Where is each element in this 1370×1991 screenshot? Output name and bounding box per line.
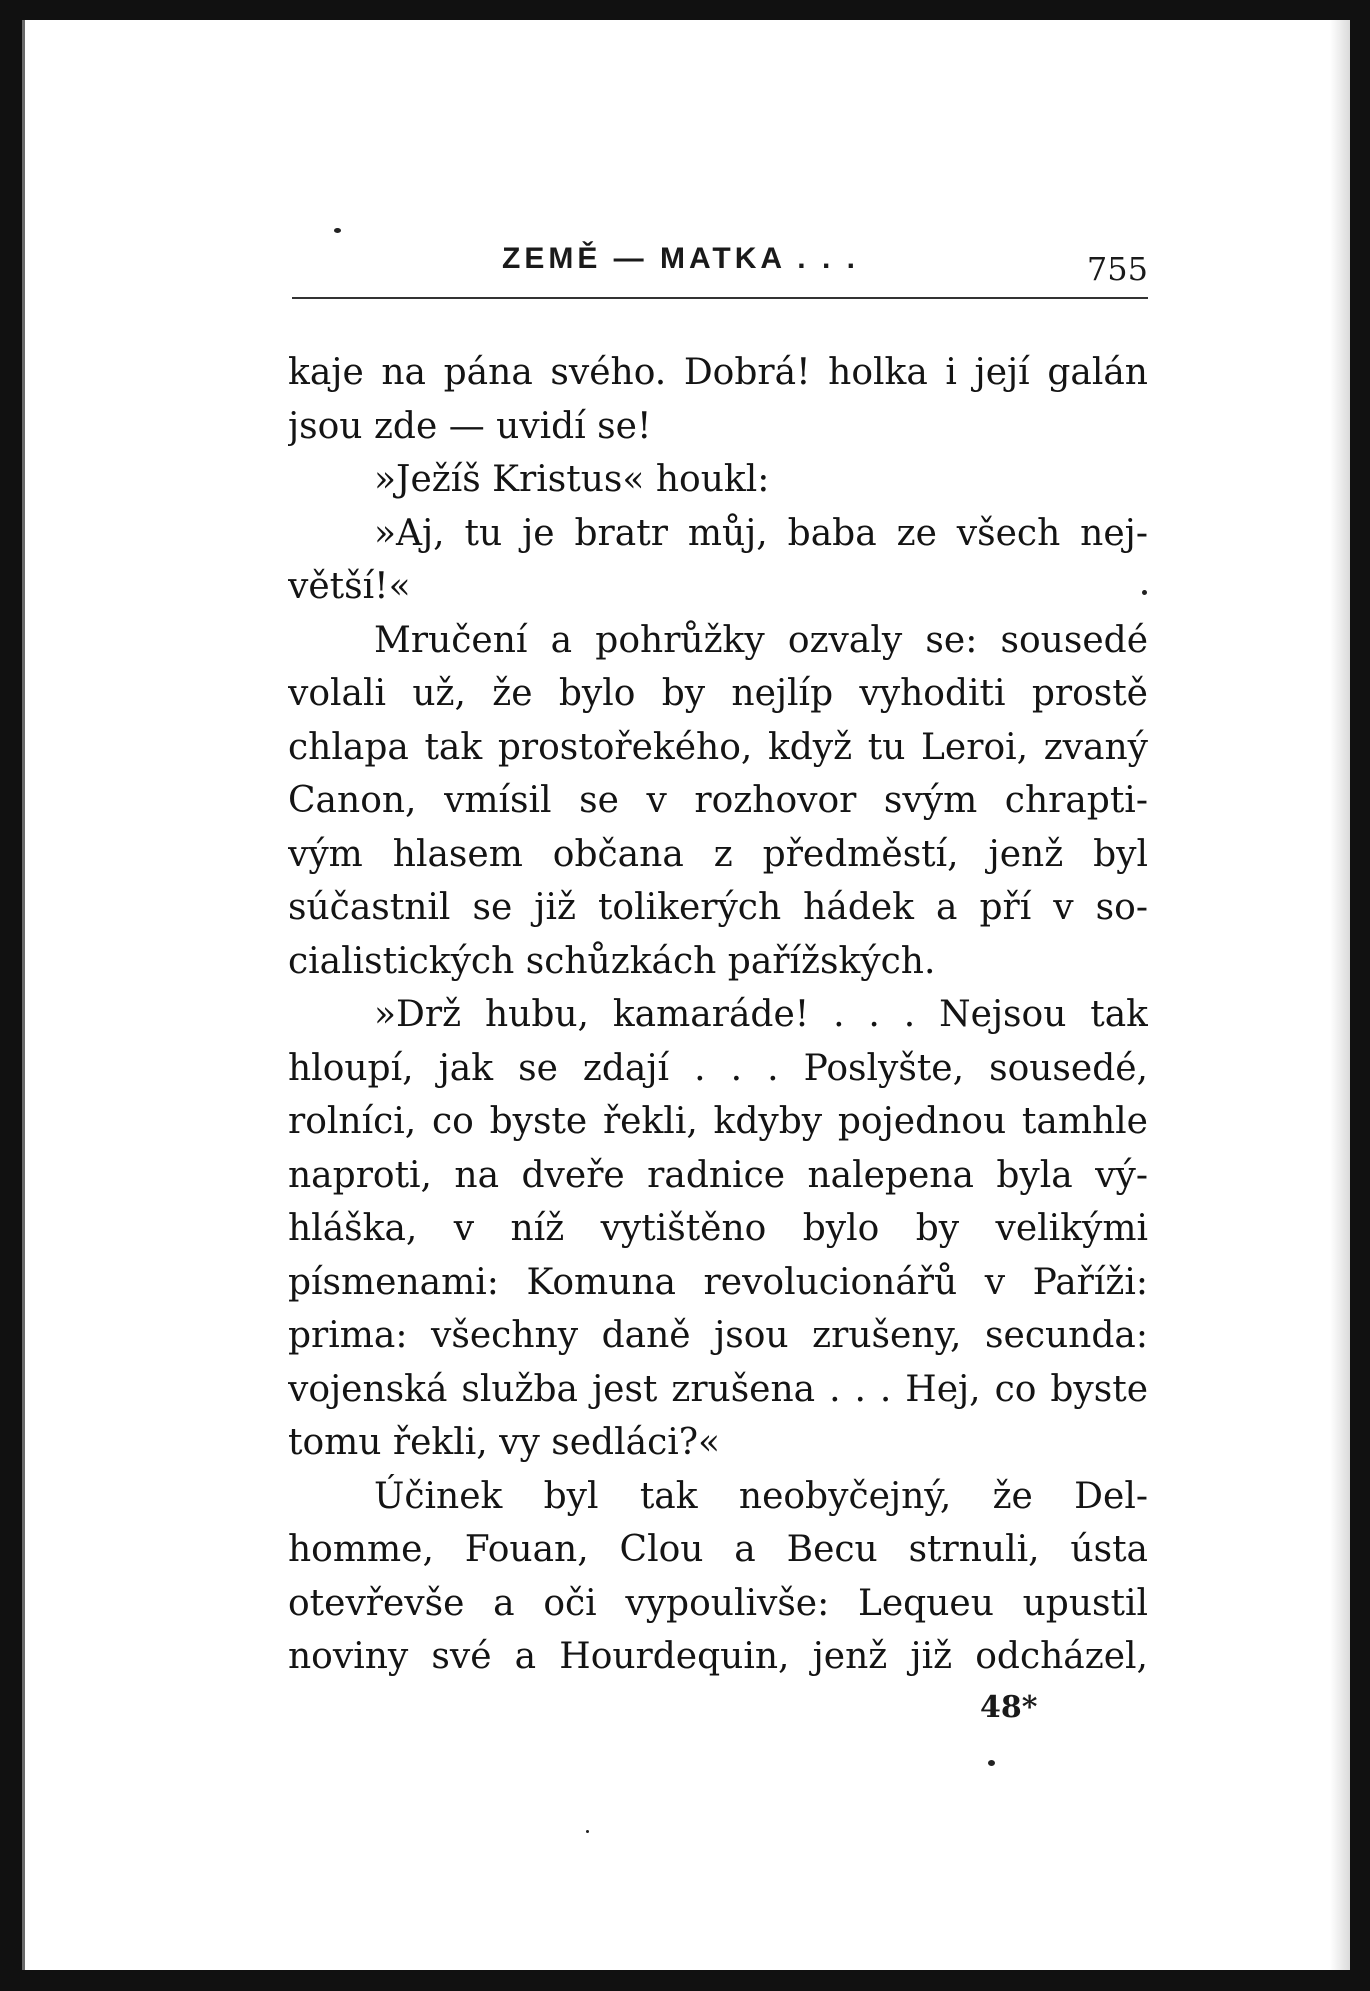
text-line: hloupí, jak se zdají . . . Poslyšte, sousedé, bbox=[288, 1047, 1148, 1089]
text-line: Canon, vmísil se v rozhovor svým chrapti- bbox=[288, 780, 1148, 821]
ink-speck bbox=[988, 1760, 995, 1766]
text-line: súčastnil se již tolikerých hádek a pří v so- bbox=[288, 887, 1148, 928]
page-number: 755 bbox=[1086, 250, 1148, 288]
scan-border-left bbox=[0, 0, 22, 1991]
text-line: rolníci, co byste řekli, kdyby pojednou tamhle bbox=[288, 1101, 1148, 1142]
text-line: Účinek byl tak neobyčejný, že Del- bbox=[374, 1475, 1148, 1517]
text-line: noviny své a Hourdequin, jenž již odcházel, bbox=[288, 1636, 1148, 1677]
text-line: chlapa tak prostořekého, když tu Leroi, zvaný bbox=[288, 726, 1148, 768]
text-line: písmenami: Komuna revolucionářů v Paříži: bbox=[288, 1261, 1148, 1303]
text-line: »Ježíš Kristus« houkl: bbox=[374, 459, 770, 500]
text-line: volali už, že bylo by nejlíp vyhoditi prostě bbox=[288, 673, 1148, 714]
scan-border-right bbox=[1350, 0, 1370, 1991]
text-line: větší!« bbox=[288, 566, 411, 607]
text-line: »Aj, tu je bratr můj, baba ze všech nej- bbox=[374, 512, 1148, 554]
page-header bbox=[290, 240, 1148, 300]
scan-border-bottom bbox=[0, 1970, 1370, 1991]
scan-border-left-inner bbox=[22, 20, 25, 1970]
text-line: kaje na pána svého. Dobrá! holka i její galán bbox=[288, 352, 1148, 393]
ink-speck bbox=[586, 1830, 589, 1833]
text-line: »Drž hubu, kamaráde! . . . Nejsou tak bbox=[374, 994, 1148, 1035]
text-line: jsou zde — uvidí se! bbox=[288, 405, 652, 447]
ink-speck bbox=[334, 228, 341, 233]
signature-mark: 48* bbox=[980, 1690, 1038, 1725]
text-line: tomu řekli, vy sedláci?« bbox=[288, 1422, 721, 1463]
text-line: Mručení a pohrůžky ozvaly se: sousedé bbox=[374, 619, 1148, 661]
text-line: prima: všechny daně jsou zrušeny, secunda: bbox=[288, 1315, 1148, 1356]
scan-border-top bbox=[0, 0, 1370, 20]
text-line: hláška, v níž vytištěno bylo by velikými bbox=[288, 1208, 1148, 1249]
text-line: vojenská služba jest zrušena . . . Hej, co byste bbox=[288, 1368, 1148, 1410]
text-line: homme, Fouan, Clou a Becu strnuli, ústa bbox=[288, 1529, 1148, 1570]
header-rule bbox=[292, 297, 1148, 299]
scan-shadow-right bbox=[1330, 20, 1350, 1970]
body-text bbox=[288, 346, 1148, 1684]
text-line: otevřevše a oči vypoulivše: Lequeu upustil bbox=[288, 1582, 1148, 1624]
text-line: cialistických schůzkách pařížských. bbox=[288, 940, 936, 982]
text-line: vým hlasem občana z předměstí, jenž byl bbox=[288, 833, 1148, 875]
running-title: ZEMĚ — MATKA . . . bbox=[502, 242, 859, 275]
text-line: naproti, na dveře radnice nalepena byla vý- bbox=[288, 1154, 1148, 1196]
